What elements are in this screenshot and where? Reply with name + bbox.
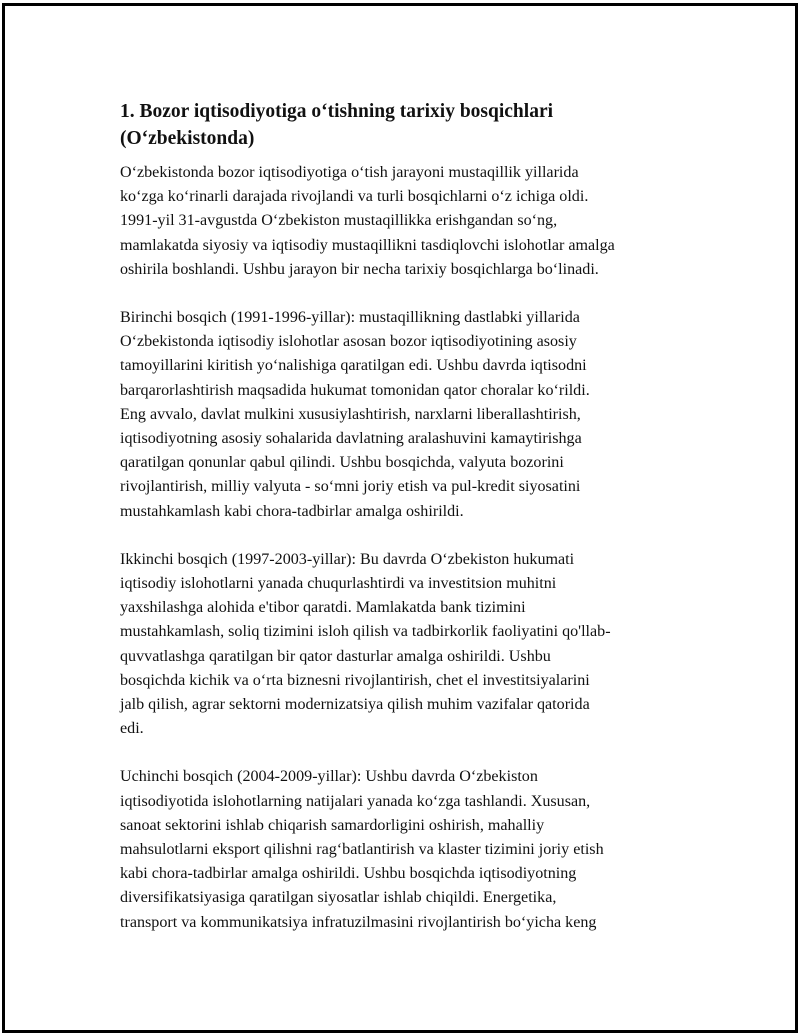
text-line: O‘zbekistonda iqtisodiy islohotlar asosan bozor iqtisodiyotining asosiy bbox=[120, 333, 577, 351]
text-line: qaratilgan qonunlar qabul qilindi. Ushbu bosqichda, valyuta bozorini bbox=[120, 454, 564, 472]
page-frame bbox=[2, 3, 798, 1033]
heading-line: (O‘zbekistonda) bbox=[120, 128, 255, 149]
text-line: kabi chora-tadbirlar amalga oshirildi. Ushbu bosqichda iqtisodiyotning bbox=[120, 865, 577, 883]
text-line: iqtisodiyotning asosiy sohalarida davlatning aralashuvini kamaytirishga bbox=[120, 430, 582, 448]
text-line: Uchinchi bosqich (2004-2009-yillar): Ushbu davrda O‘zbekiston bbox=[120, 768, 538, 786]
text-line: ko‘zga ko‘rinarli darajada rivojlandi va turli bosqichlarni o‘z ichiga oldi. bbox=[120, 188, 589, 206]
heading-line: 1. Bozor iqtisodiyotiga o‘tishning tarixiy bosqichlari bbox=[120, 101, 554, 122]
text-line: bosqichda kichik va o‘rta biznesni rivojlantirish, chet el investitsiyalarini bbox=[120, 671, 590, 689]
document-body bbox=[120, 98, 700, 959]
section-heading bbox=[120, 98, 700, 152]
text-line: transport va kommunikatsiya infratuzilmasini rivojlantirish bo‘yicha keng bbox=[120, 913, 597, 931]
text-line: mahsulotlarni eksport qilishni rag‘batlantirish va klaster tizimini joriy etish bbox=[120, 841, 604, 859]
text-line: oshirila boshlandi. Ushbu jarayon bir necha tarixiy bosqichlarga bo‘linadi. bbox=[120, 260, 599, 278]
text-line: iqtisodiy islohotlarni yanada chuqurlashtirdi va investitsion muhitni bbox=[120, 575, 557, 593]
text-line: quvvatlashga qaratilgan bir qator dasturlar amalga oshirildi. Ushbu bbox=[120, 647, 551, 665]
text-line: sanoat sektorini ishlab chiqarish samardorligini oshirish, mahalliy bbox=[120, 816, 545, 834]
text-line: diversifikatsiyasiga qaratilgan siyosatlar ishlab chiqildi. Energetika, bbox=[120, 889, 557, 907]
paragraph-stage-2 bbox=[120, 548, 700, 742]
text-line: mustahkamlash, soliq tizimini isloh qilish va tadbirkorlik faoliyatini qo'llab- bbox=[120, 623, 611, 641]
text-line: mamlakatda siyosiy va iqtisodiy mustaqillikni tasdiqlovchi islohotlar amalga bbox=[120, 236, 615, 254]
text-line: edi. bbox=[120, 720, 144, 738]
text-line: yaxshilashga alohida e'tibor qaratdi. Mamlakatda bank tizimini bbox=[120, 599, 526, 617]
text-line: iqtisodiyotida islohotlarning natijalari yanada ko‘zga tashlandi. Xususan, bbox=[120, 792, 591, 810]
text-line: O‘zbekistonda bozor iqtisodiyotiga o‘tish jarayoni mustaqillik yillarida bbox=[120, 164, 579, 181]
text-line: barqarorlashtirish maqsadida hukumat tomonidan qator choralar ko‘rildi. bbox=[120, 381, 590, 399]
paragraph-stage-1 bbox=[120, 306, 700, 524]
text-line: jalb qilish, agrar sektorni modernizatsiya qilish muhim vazifalar qatorida bbox=[120, 696, 590, 714]
text-line: rivojlantirish, milliy valyuta - so‘mni joriy etish va pul-kredit siyosatini bbox=[120, 478, 581, 496]
text-line: Eng avvalo, davlat mulkini xususiylashtirish, narxlarni liberallashtirish, bbox=[120, 405, 581, 423]
text-line: Ikkinchi bosqich (1997-2003-yillar): Bu davrda O‘zbekiston hukumati bbox=[120, 550, 575, 568]
text-line: mustahkamlash kabi chora-tadbirlar amalga oshirildi. bbox=[120, 502, 464, 520]
paragraph-stage-3 bbox=[120, 765, 700, 934]
text-line: 1991-yil 31-avgustda O‘zbekiston mustaqillikka erishgandan so‘ng, bbox=[120, 212, 558, 230]
text-line: Birinchi bosqich (1991-1996-yillar): mustaqillikning dastlabki yillarida bbox=[120, 309, 580, 327]
paragraph-intro bbox=[120, 161, 700, 282]
text-line: tamoyillarini kiritish yo‘nalishiga qaratilgan edi. Ushbu davrda iqtisodni bbox=[120, 357, 587, 375]
